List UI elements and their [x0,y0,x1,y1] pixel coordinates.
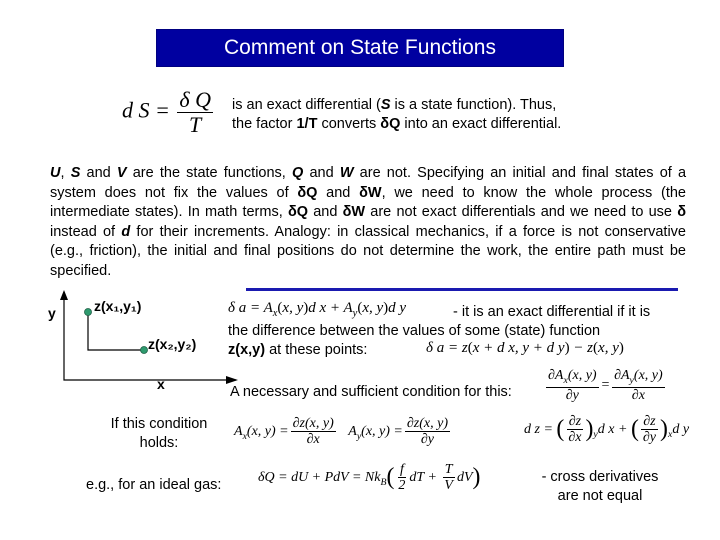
cross-derivatives-note: - cross derivatives are not equal [541,469,659,504]
entropy-equation: d S = $\frac{\text{δ Q}}{T}$ [122,87,211,138]
exact-differential-description: - it is an exact differential if it is the difference between the values of some (state) function z(x,y) at these points: [228,304,651,358]
differential-form-equation: δ $a = A_x(x$, y)d $x + A_y(x$, y)d y [228,300,407,319]
point-2-label: z(x₂,y₂) [148,336,197,352]
integration-path [88,312,144,350]
point-2 [141,347,148,354]
condition-label: A necessary and sufficient condition for this: [230,384,512,400]
y-axis-label: y [48,305,56,321]
divider-line [246,288,678,291]
state-functions-paragraph: U, S and V are the state functions, Q and W are not. Specifying an initial and final states of a system does not fix the values of δQ and δW, we need to know the whole process (the intermediate states). In math terms, δQ and δW are not exact differentials and we need to use δ instead of d for their increments. Analogy: in classical mechanics, if a force is not conservative (e.g., friction), the initial and final positions do not determine the work, the entire path must be specified. [50,165,687,279]
cross-derivative-condition: $\frac{\partial A_x(x, y)}{\partial y}$ = $\frac{\partial A_y(x, y)}{\partial x}$ [548,368,663,403]
exact-differential-note: is an exact differential (S is a state function). Thus, the factor 1/T converts δQ into an exact differential. [232,97,562,132]
x-axis-label: x [157,376,165,392]
ideal-gas-equation: δQ = dU + PdV = $Nk_B$( $\frac{f}{2}$ dT + $\frac{T}{V}$ dV) [258,462,481,494]
point-1 [85,309,92,316]
if-condition-holds-label: If this condition holds: [110,416,208,451]
point-1-label: z(x₁,y₁) [94,298,142,314]
partial-derivative-equations: $A_x(x$, y) = $\frac{\partial z(x, y)}{\partial x}$ $A_y(x$, y) = $\frac{\partial z(x, y)}{\partial y}$ [234,416,448,448]
slide-title: Comment on State Functions [156,29,564,67]
total-differential-equation: d z = ( $\frac{\partial z}{\partial x}$ )$_yd$ x + ( $\frac{\partial z}{\partial y}$ )$_xd$ y [524,414,690,446]
y-axis-arrowhead [60,290,68,300]
state-function-difference-equation: δ a = z(x + d x, y + d y) − z(x, y) [426,340,624,356]
ideal-gas-label: e.g., for an ideal gas: [86,477,222,493]
